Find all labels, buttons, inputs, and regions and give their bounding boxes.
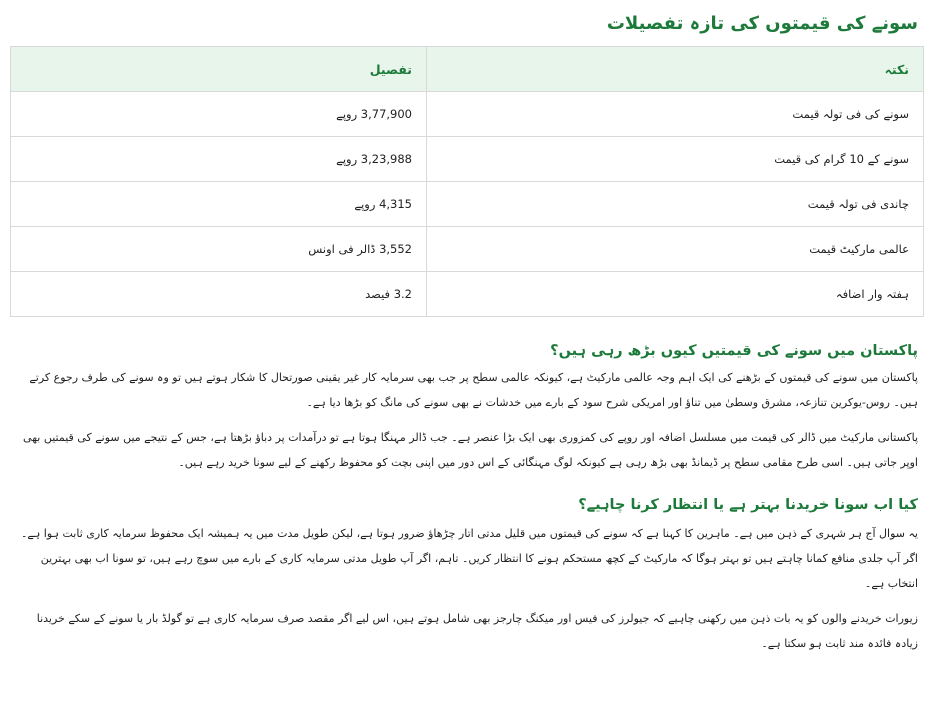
section-heading-buy-or-wait: کیا اب سونا خریدنا بہتر ہے یا انتظار کرنا چاہیے؟ <box>578 497 918 513</box>
row-value: 3.2 فیصد <box>11 272 427 317</box>
table-row <box>11 272 924 317</box>
row-label: چاندی فی تولہ قیمت <box>427 182 924 227</box>
row-value: 3,77,900 روپے <box>11 92 427 137</box>
table-header-row <box>11 47 924 92</box>
paragraph: یہ سوال آج ہر شہری کے ذہن میں ہے۔ ماہرین کا کہنا ہے کہ سونے کی قیمتوں میں قلیل مدتی اتار چڑھاؤ ضرور ہوتا ہے، لیکن طویل مدت میں یہ ہمیشہ ایک محفوظ سرمایہ کاری ثابت ہوا ہے۔ اگر آپ جلدی منافع کمانا چاہتے ہیں تو بہتر ہوگا کہ مارکیٹ کے کچھ مستحکم ہونے کا انتظار کریں۔ تاہم، اگر آپ طویل مدتی سرمایہ کاری کے بارے میں سوچ رہے ہیں، تو سونا اب بھی بہترین انتخاب ہے۔ <box>20 527 918 590</box>
table-row <box>11 227 924 272</box>
row-label: سونے کی فی تولہ قیمت <box>427 92 924 137</box>
row-value: 3,552 ڈالر فی اونس <box>11 227 427 272</box>
row-value: 3,23,988 روپے <box>11 137 427 182</box>
column-header-detail: تفصیل <box>11 47 427 92</box>
paragraph: پاکستانی مارکیٹ میں ڈالر کی قیمت میں مسلسل اضافہ اور روپے کی کمزوری بھی ایک بڑا عنصر ہے۔ جب ڈالر مہنگا ہوتا ہے تو درآمدات پر دباؤ بڑھتا ہے، جس کے نتیجے میں سونے کی قیمتیں بھی اوپر جاتی ہیں۔ اسی طرح مقامی سطح پر ڈیمانڈ بھی بڑھ رہی ہے کیونکہ لوگ مہنگائی کے اس دور میں اپنی بچت کو محفوظ رکھنے کے لیے سونا خرید رہے ہیں۔ <box>23 431 918 469</box>
row-label: سونے کے 10 گرام کی قیمت <box>427 137 924 182</box>
paragraph: پاکستان میں سونے کی قیمتوں کے بڑھنے کی ایک اہم وجہ عالمی مارکیٹ ہے، کیونکہ عالمی سطح پر جب بھی سرمایہ کار غیر یقینی صورتحال کا شکار ہوتے ہیں تو وہ سونے کی طرف رجوع کرتے ہیں۔ روس-یوکرین تنازعہ، مشرق وسطیٰ میں تناؤ اور امریکی شرح سود کے بارے میں خدشات نے بھی سونے کی مانگ کو بڑھا دیا ہے۔ <box>29 371 918 409</box>
row-label: عالمی مارکیٹ قیمت <box>427 227 924 272</box>
table-row <box>11 92 924 137</box>
table-row <box>11 137 924 182</box>
row-label: ہفتہ وار اضافہ <box>427 272 924 317</box>
table-row <box>11 182 924 227</box>
page-title: سونے کی قیمتوں کی تازہ تفصیلات <box>606 13 918 34</box>
column-header-point: نکتہ <box>427 47 924 92</box>
gold-price-table <box>10 46 924 317</box>
section-heading-price-rise: پاکستان میں سونے کی قیمتیں کیوں بڑھ رہی ہیں؟ <box>550 343 918 359</box>
row-value: 4,315 روپے <box>11 182 427 227</box>
paragraph: زیورات خریدنے والوں کو یہ بات ذہن میں رکھنی چاہیے کہ جیولرز کی فیس اور میکنگ چارجز بھی شامل ہوتے ہیں، اس لیے اگر مقصد صرف سرمایہ کاری ہے تو گولڈ بار یا سونے کے سکے خریدنا زیادہ فائدہ مند ثابت ہو سکتا ہے۔ <box>36 612 918 650</box>
